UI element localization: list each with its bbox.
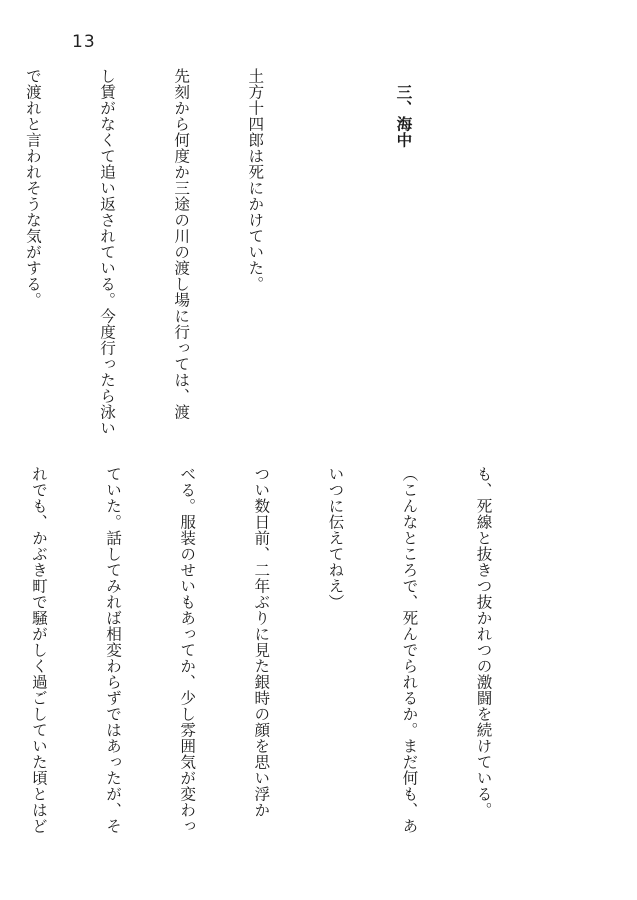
text-line: べる。服装のせいもあってか、少し雰囲気が変わっ xyxy=(178,466,197,834)
text-block-lower xyxy=(0,466,545,856)
chapter-heading: 三、海中 xyxy=(394,83,414,148)
text-line: ていた。話してみれば相変わらずではあったが、そ xyxy=(104,466,123,834)
text-block-upper xyxy=(0,68,539,458)
text-line: （こんなところで、死んでられるか。まだ何も、あ xyxy=(400,466,419,834)
text-line: いつに伝えてねえ） xyxy=(326,466,345,610)
text-line: れでも、かぶき町で騒がしく過ごしていた頃とはど xyxy=(29,466,48,834)
blank-line xyxy=(317,68,342,458)
page-number: 13 xyxy=(72,32,96,52)
text-line: し賃がなくて追い返されている。今度行ったら泳い xyxy=(98,68,117,436)
text-line: 先刻から何度か三途の川の渡し場に行っては、渡 xyxy=(172,68,191,420)
text-line: 土方十四郎は死にかけていた。 xyxy=(246,68,265,292)
text-line: も、死線と抜きつ抜かれつの激闘を続けている。 xyxy=(474,466,493,818)
blank-line xyxy=(465,68,490,458)
text-line: で渡れと言われそうな気がする。 xyxy=(23,68,42,308)
text-line: つい数日前、二年ぶりに見た銀時の顔を思い浮か xyxy=(252,466,271,818)
